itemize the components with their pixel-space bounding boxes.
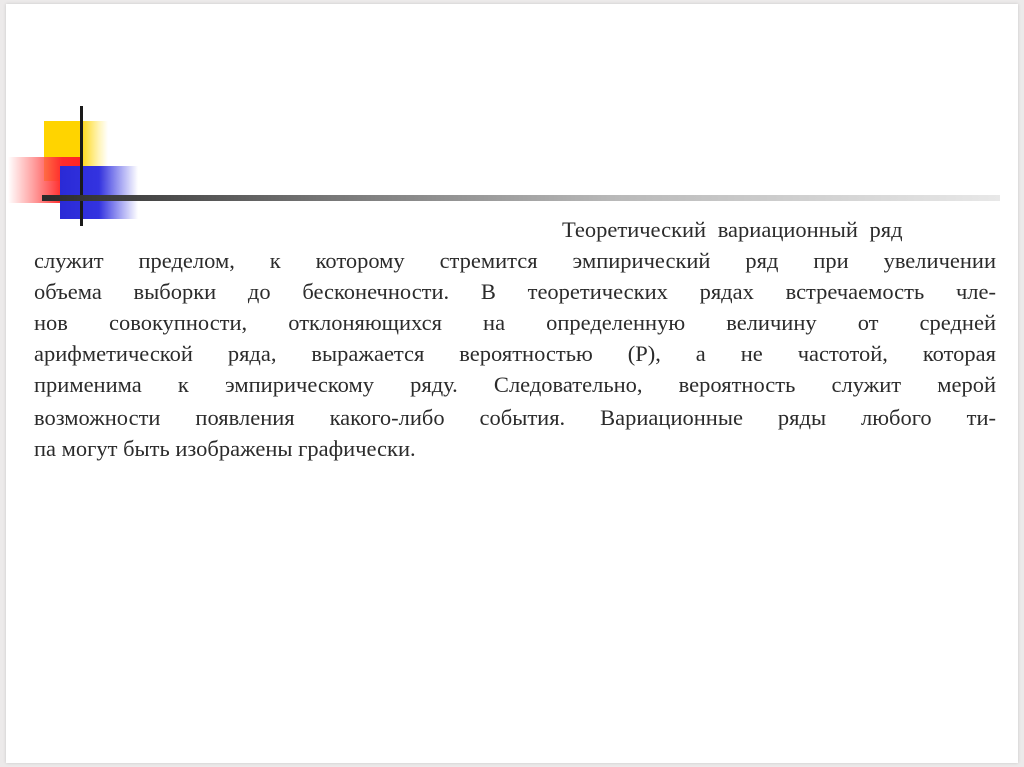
text-line: арифметической ряда, выражается вероятностью (Р), а не частотой, которая <box>34 341 996 366</box>
title-divider-line <box>42 195 1000 201</box>
text-line: нов совокупности, отклоняющихся на определенную величину от средней <box>34 310 996 335</box>
body-paragraph <box>34 214 996 464</box>
text-line: па могут быть изображены графически. <box>34 436 416 461</box>
decorative-blue-square <box>60 166 138 219</box>
text-line: объема выборки до бесконечности. В теоретических рядах встречаемость чле- <box>34 279 996 304</box>
decorative-vertical-line <box>80 106 83 226</box>
text-line: возможности появления какого-либо события. Вариационные ряды любого ти- <box>34 405 996 430</box>
text-line: служит пределом, к которому стремится эмпирический ряд при увеличении <box>34 248 996 273</box>
text-line: применима к эмпирическому ряду. Следовательно, вероятность служит мерой <box>34 372 996 397</box>
text-line: Теоретический вариационный ряд <box>562 217 903 242</box>
